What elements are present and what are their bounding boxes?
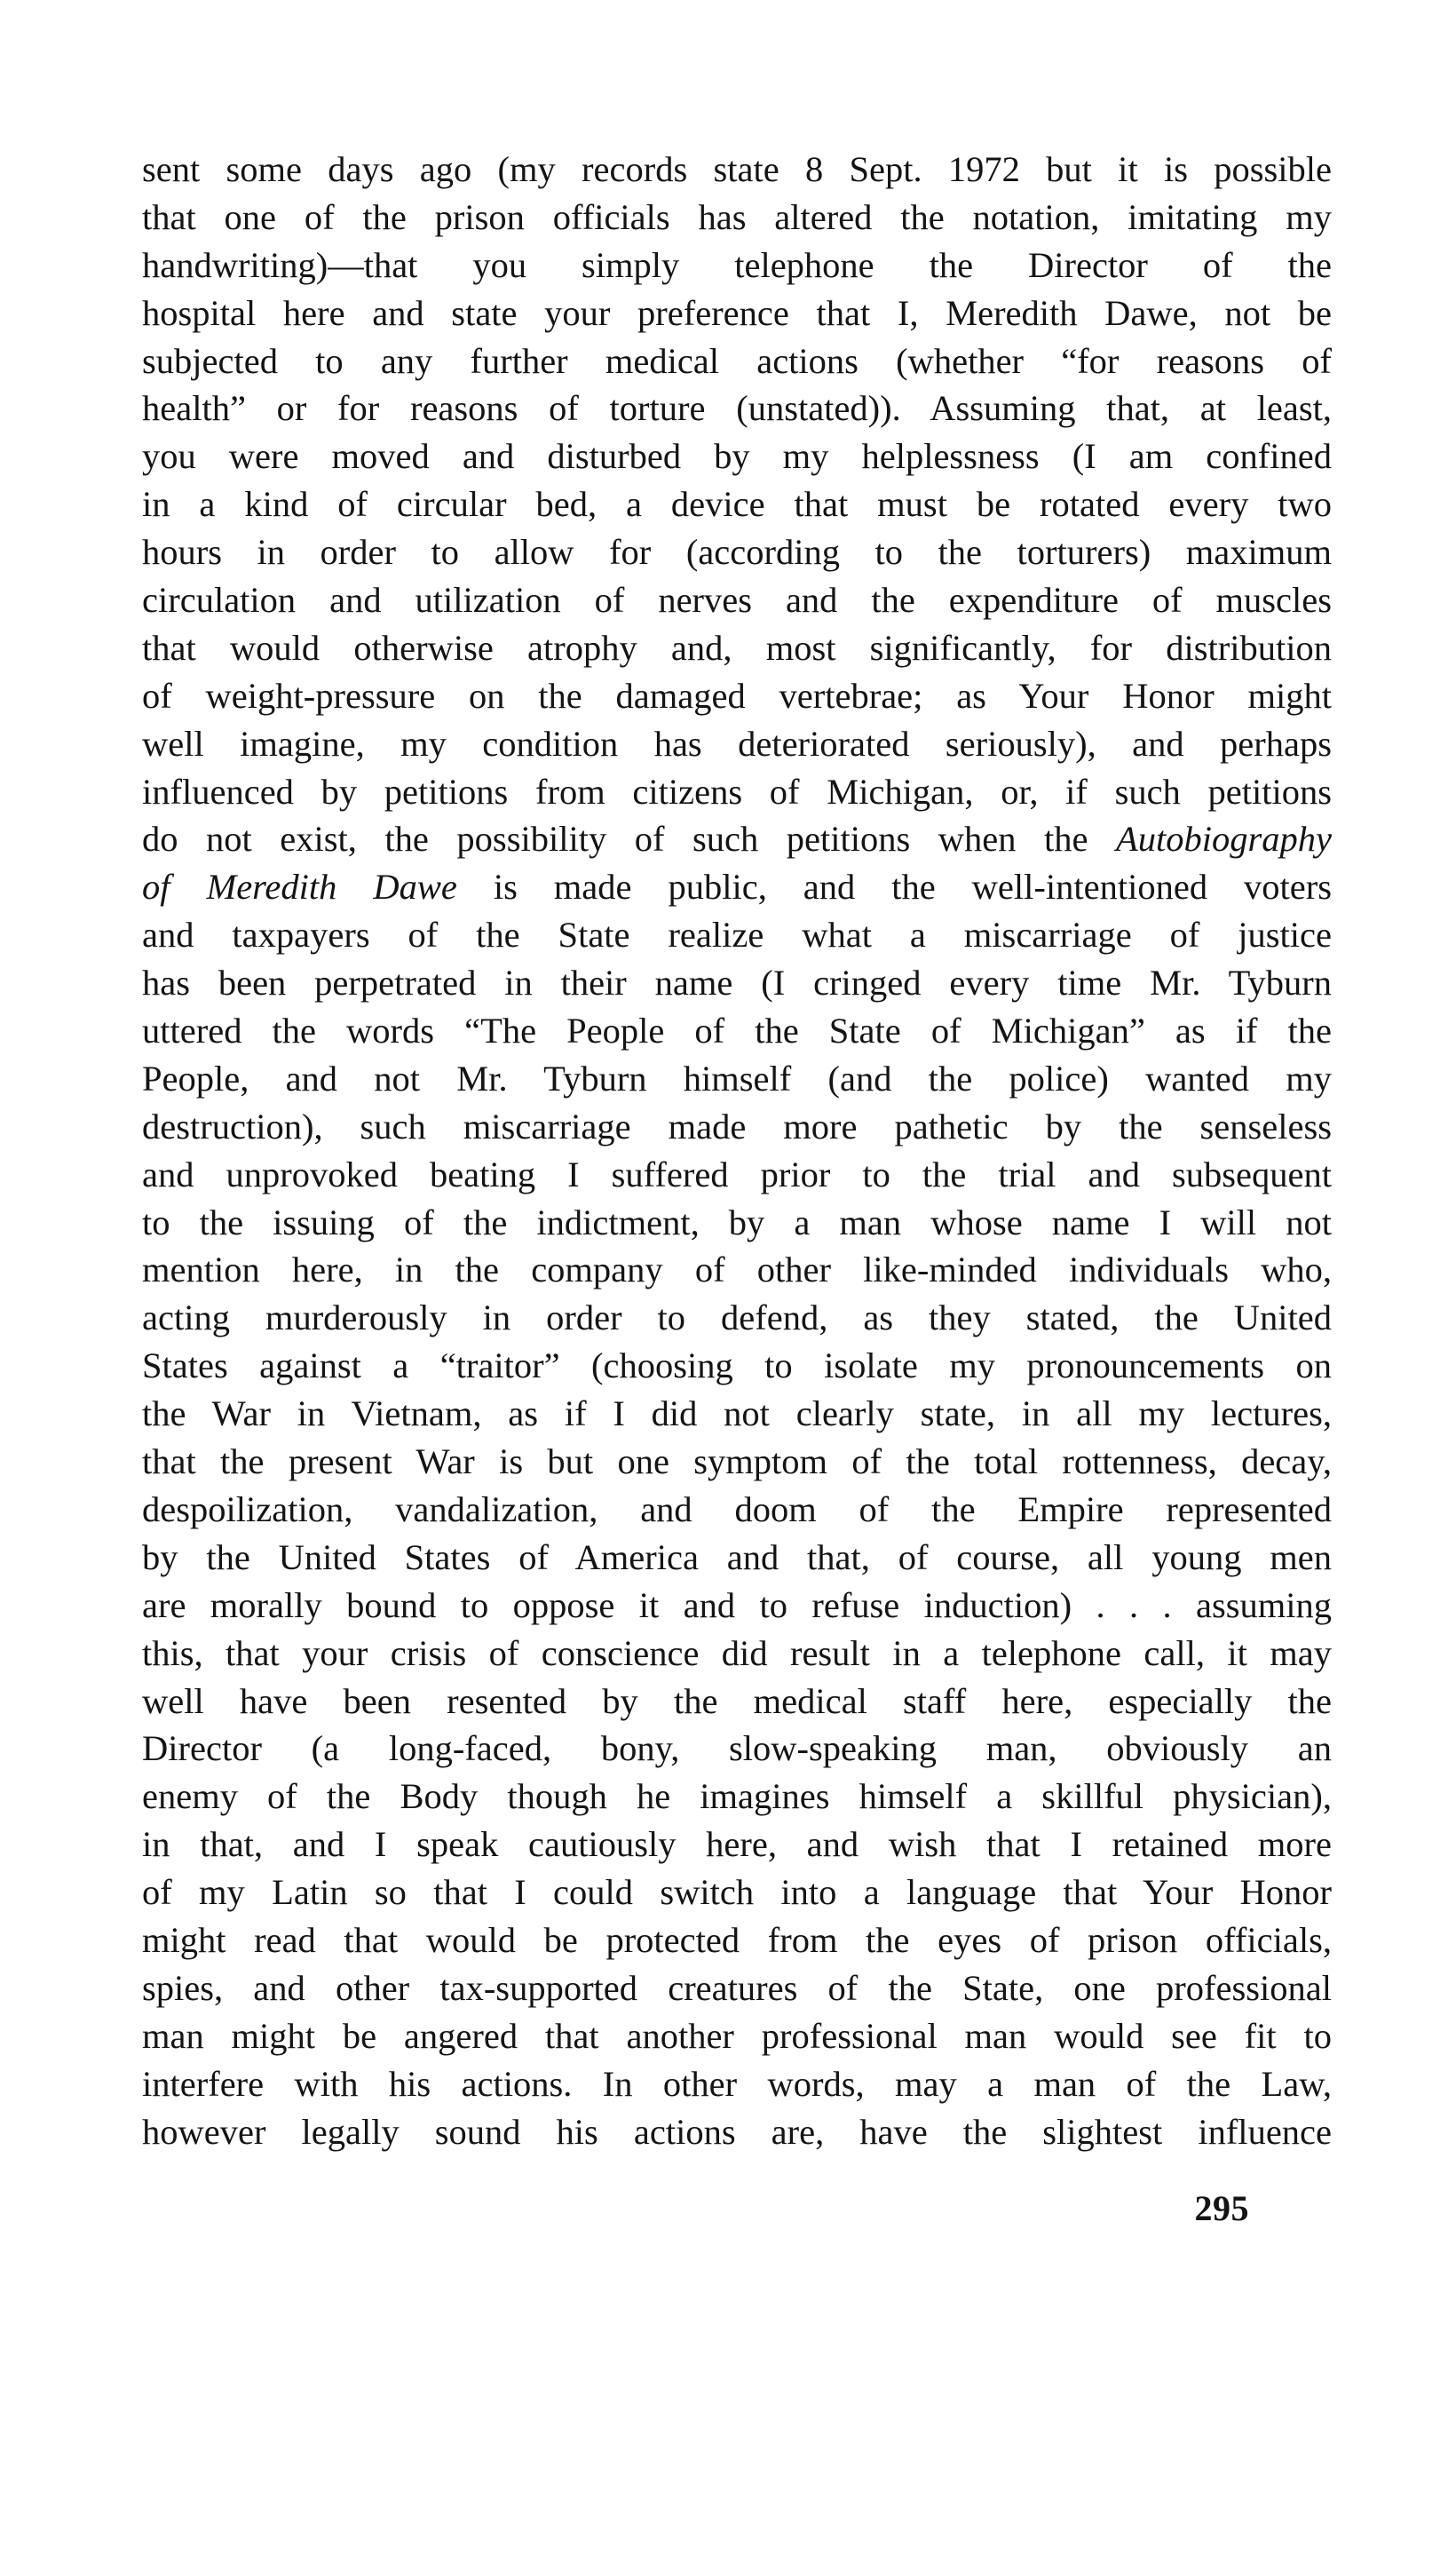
text-line: you were moved and disturbed by my helplessness (I am confined <box>142 436 1332 477</box>
text-line: States against a “traitor” (choosing to isolate my pronouncements on <box>142 1345 1332 1386</box>
text-line: spies, and other tax-supported creatures of the State, one professional <box>142 1967 1332 2008</box>
text-line: man might be angered that another professional man would see fit to <box>142 2015 1332 2056</box>
text-line: and taxpayers of the State realize what a miscarriage of justice <box>142 915 1332 956</box>
text-line: uttered the words “The People of the State of Michigan” as if the <box>142 1011 1332 1051</box>
text-line: mention here, in the company of other like-minded individuals who, <box>142 1250 1332 1290</box>
text-line: well imagine, my condition has deteriorated seriously), and perhaps <box>142 723 1332 764</box>
text-line: in a kind of circular bed, a device that must be rotated every two <box>142 484 1332 525</box>
text-line: might read that would be protected from the eyes of prison officials, <box>142 1919 1332 1960</box>
body-text <box>142 146 1332 2155</box>
text-line: Director (a long-faced, bony, slow-speaking man, obviously an <box>142 1728 1332 1769</box>
text-line: of my Latin so that I could switch into a language that Your Honor <box>142 1872 1332 1913</box>
text-line: enemy of the Body though he imagines himself a skillful physician), <box>142 1776 1332 1817</box>
text-line: hours in order to allow for (according to the torturers) maximum <box>142 532 1332 573</box>
text-line: health” or for reasons of torture (unstated)). Assuming that, at least, <box>142 388 1332 429</box>
text-line: that would otherwise atrophy and, most significantly, for distribution <box>142 627 1332 668</box>
page-number: 295 <box>1194 2188 1249 2228</box>
book-title-italic: Autobiography <box>1116 819 1332 860</box>
text-line: circulation and utilization of nerves and the expenditure of muscles <box>142 580 1332 621</box>
book-title-italic: of Meredith Dawe <box>142 867 457 908</box>
text-line: and unprovoked beating I suffered prior to the trial and subsequent <box>142 1154 1332 1194</box>
text-line: are morally bound to oppose it and to refuse induction) . . . assuming <box>142 1584 1332 1625</box>
text-line: People, and not Mr. Tyburn himself (and the police) wanted my <box>142 1058 1332 1099</box>
text-line: well have been resented by the medical staff here, especially the <box>142 1680 1332 1721</box>
text-line: interfere with his actions. In other words, may a man of the Law, <box>142 2063 1332 2104</box>
text-line: influenced by petitions from citizens of Michigan, or, if such petitions <box>142 771 1332 812</box>
text-line: in that, and I speak cautiously here, and wish that I retained more <box>142 1824 1332 1865</box>
text-line: that the present War is but one symptom of the total rottenness, decay, <box>142 1441 1332 1482</box>
text-line: to the issuing of the indictment, by a man whose name I will not <box>142 1202 1332 1242</box>
text-line: sent some days ago (my records state 8 Sept. 1972 but it is possible <box>142 149 1332 189</box>
text-line: acting murderously in order to defend, as they stated, the United <box>142 1297 1332 1338</box>
text-line: has been perpetrated in their name (I cringed every time Mr. Tyburn <box>142 963 1332 1004</box>
text-line: hospital here and state your preference that I, Meredith Dawe, not be <box>142 292 1332 333</box>
text-line: do not exist, the possibility of such petitions when the Autobiography <box>142 819 1332 860</box>
text-line: this, that your crisis of conscience did result in a telephone call, it may <box>142 1632 1332 1673</box>
text-line: however legally sound his actions are, have the slightest influence <box>142 2111 1332 2152</box>
text-line: subjected to any further medical actions (whether “for reasons of <box>142 340 1332 381</box>
text-line: of weight-pressure on the damaged vertebrae; as Your Honor might <box>142 675 1332 716</box>
text-line: the War in Vietnam, as if I did not clearly state, in all my lectures, <box>142 1393 1332 1434</box>
text-line: of Meredith Dawe is made public, and the well-intentioned voters <box>142 867 1332 908</box>
text-line: that one of the prison officials has altered the notation, imitating my <box>142 196 1332 237</box>
text-line: destruction), such miscarriage made more pathetic by the senseless <box>142 1106 1332 1147</box>
text-line: despoilization, vandalization, and doom of the Empire represented <box>142 1488 1332 1529</box>
text-line: handwriting)—that you simply telephone the Director of the <box>142 244 1332 285</box>
text-line: by the United States of America and that, of course, all young men <box>142 1536 1332 1577</box>
